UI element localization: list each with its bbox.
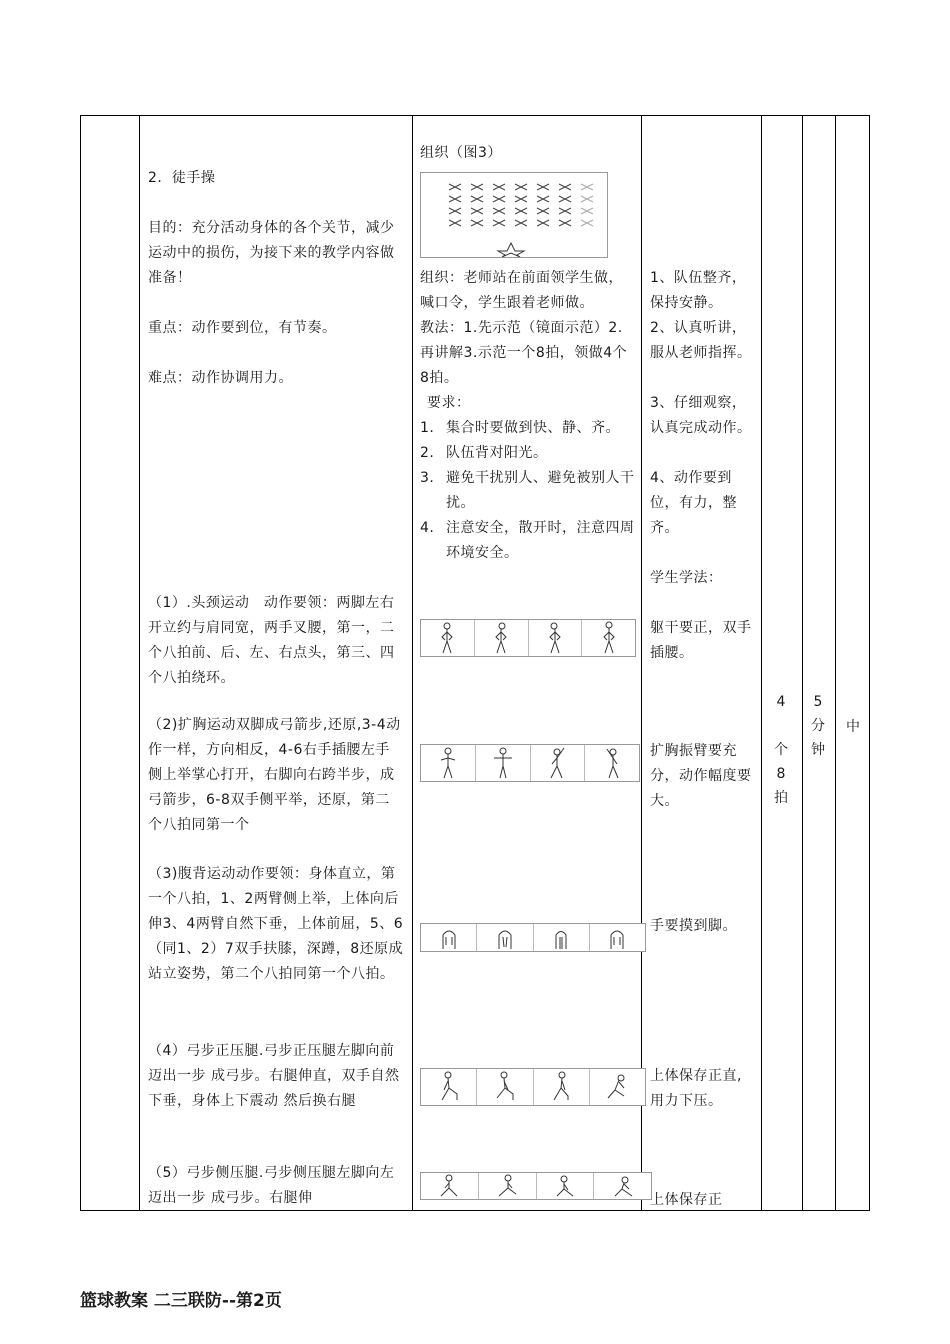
- bending-figure-icon: [495, 925, 515, 951]
- key-point-text: 重点：动作要到位，有节奏。: [148, 320, 337, 336]
- requirement-item: 4. 注意安全，散开时，注意四周环境安全。: [420, 520, 635, 561]
- student-marker-icon: [515, 184, 527, 190]
- page-footer: 篮球教案 二三联防--第2页: [80, 1291, 282, 1311]
- stick-figure-icon: [437, 746, 459, 780]
- stick-figure-icon: [599, 621, 619, 655]
- student-marker-icon: [581, 196, 593, 202]
- column-divider: [139, 115, 140, 1211]
- exercise-abdomen-back: （3)腹背运动动作要领：身体直立，第一个八拍，1、2两臂侧上举，上体向后伸3、4两臂自然下垂，上体前屈，5、6（同1、2）7双手扶膝，深蹲，8还原成站立姿势，第二个八拍同第一个八拍。: [148, 866, 404, 982]
- learning-tip-1: 躯干要正，双手插腰。: [650, 620, 752, 661]
- formation-svg: [421, 173, 607, 257]
- column-divider: [835, 115, 836, 1211]
- bending-figure-icon: [607, 925, 627, 951]
- figure-strip-front-lunge: [420, 1068, 646, 1106]
- bending-figure-icon: [551, 925, 571, 951]
- student-activity-1: 1、队伍整齐，保持安静。: [650, 270, 747, 311]
- count-value: 4 个 8 拍: [774, 694, 788, 806]
- student-marker-icon: [537, 196, 549, 202]
- column-divider: [641, 115, 642, 1211]
- student-marker-icon: [581, 208, 593, 214]
- column-divider: [761, 115, 762, 1211]
- purpose-text: 目的：充分活动身体的各个关节，减少运动中的损伤，为接下来的教学内容做准备！: [148, 220, 395, 286]
- learning-tip-5: 上体保存正: [650, 1192, 723, 1208]
- student-marker-icon: [449, 220, 461, 226]
- side-lunge-figure-icon: [554, 1174, 576, 1198]
- lunge-figure-icon: [438, 1070, 460, 1104]
- student-marker-icon: [581, 220, 593, 226]
- side-lunge-figure-icon: [496, 1174, 518, 1198]
- learning-tip-2: 扩胸振臂要充分，动作幅度要大。: [650, 743, 752, 809]
- stick-figure-icon: [491, 621, 511, 655]
- lunge-figure-icon: [550, 1070, 572, 1104]
- formation-diagram: [420, 172, 608, 258]
- student-marker-icon: [537, 220, 549, 226]
- student-marker-icon: [559, 208, 571, 214]
- student-marker-icon: [471, 184, 483, 190]
- requirement-item: 2. 队伍背对阳光。: [420, 445, 548, 461]
- stick-figure-icon: [437, 621, 457, 655]
- student-marker-icon: [471, 220, 483, 226]
- side-lunge-figure-icon: [438, 1174, 460, 1198]
- section-title: 2．徒手操: [148, 170, 216, 186]
- difficulty-text: 难点：动作协调用力。: [148, 370, 293, 386]
- requirement-item: 3. 避免干扰别人、避免被别人干扰。: [420, 470, 635, 511]
- student-marker-icon: [559, 196, 571, 202]
- student-marker-icon: [449, 208, 461, 214]
- requirement-item: 1. 集合时要做到快、静、齐。: [420, 420, 620, 436]
- student-marker-icon: [559, 220, 571, 226]
- figure-strip-abdomen: [420, 923, 646, 952]
- exercise-head-neck: （1）.头颈运动 动作要领：两脚左右开立约与肩同宽，两手叉腰，第一，二个八拍前、后、左、右点头，第三、四个八拍绕环。: [148, 595, 395, 686]
- student-marker-icon: [471, 208, 483, 214]
- student-marker-icon: [537, 208, 549, 214]
- exercise-chest: （2)扩胸运动双脚成弓箭步,还原,3-4动作一样，方向相反，4-6右手插腰左手侧上举掌心打开，右脚向右跨半步，成弓箭步，6-8双手侧平举，还原，第二个八拍同第一个: [148, 717, 401, 833]
- student-marker-icon: [493, 220, 505, 226]
- student-marker-icon: [515, 208, 527, 214]
- column-divider: [412, 115, 413, 1211]
- teacher-star-icon: [498, 243, 524, 257]
- student-marker-icon: [449, 184, 461, 190]
- learning-tip-4: 上体保存正直,用力下压。: [650, 1068, 742, 1109]
- student-marker-icon: [537, 184, 549, 190]
- stick-figure-icon: [546, 746, 568, 780]
- learning-tip-3: 手要摸到脚。: [650, 918, 737, 934]
- stick-figure-icon: [545, 621, 565, 655]
- exercise-side-lunge: （5）弓步侧压腿.弓步侧压腿左脚向左迈出一步 成弓步。右腿伸: [148, 1165, 395, 1206]
- student-marker-icon: [515, 220, 527, 226]
- student-marker-icon: [493, 208, 505, 214]
- organization-title: 组织（图3）: [420, 145, 502, 161]
- teaching-method: 教法：1.先示范（镜面示范）2.再讲解3.示范一个8拍，领做4个8拍。: [420, 320, 628, 386]
- bending-figure-icon: [439, 925, 459, 951]
- side-lunge-figure-icon: [612, 1174, 634, 1198]
- student-activity-2: 2、认真听讲，服从老师指挥。: [650, 320, 752, 361]
- intensity-value: 中: [846, 719, 860, 735]
- requirements-title: 要求：: [427, 395, 471, 411]
- learning-method-title: 学生学法：: [650, 570, 723, 586]
- lunge-figure-icon: [494, 1070, 516, 1104]
- student-activity-3: 3、仔细观察，认真完成动作。: [650, 395, 752, 436]
- organization-desc: 组织：老师站在前面领学生做，喊口令，学生跟着老师做。: [420, 270, 623, 311]
- student-marker-icon: [493, 196, 505, 202]
- exercise-front-lunge: （4）弓步正压腿.弓步正压腿左脚向前迈出一步 成弓步。右腿伸直，双手自然下垂，身体上下震动 然后换右腿: [148, 1043, 400, 1109]
- student-marker-icon: [581, 184, 593, 190]
- student-marker-icon: [559, 184, 571, 190]
- stick-figure-icon: [601, 746, 623, 780]
- figure-strip-head-neck: [420, 619, 636, 657]
- column-divider: [802, 115, 803, 1211]
- lunge-figure-icon: [606, 1070, 628, 1104]
- student-marker-icon: [449, 196, 461, 202]
- student-marker-icon: [515, 196, 527, 202]
- figure-strip-side-lunge: [420, 1172, 652, 1200]
- duration-value: 5 分 钟: [811, 694, 825, 758]
- stick-figure-icon: [492, 746, 514, 780]
- figure-strip-chest: [420, 744, 640, 782]
- student-activity-4: 4、动作要到位，有力，整齐。: [650, 470, 737, 536]
- student-marker-icon: [471, 196, 483, 202]
- requirements-list: [420, 416, 636, 566]
- student-marker-icon: [493, 184, 505, 190]
